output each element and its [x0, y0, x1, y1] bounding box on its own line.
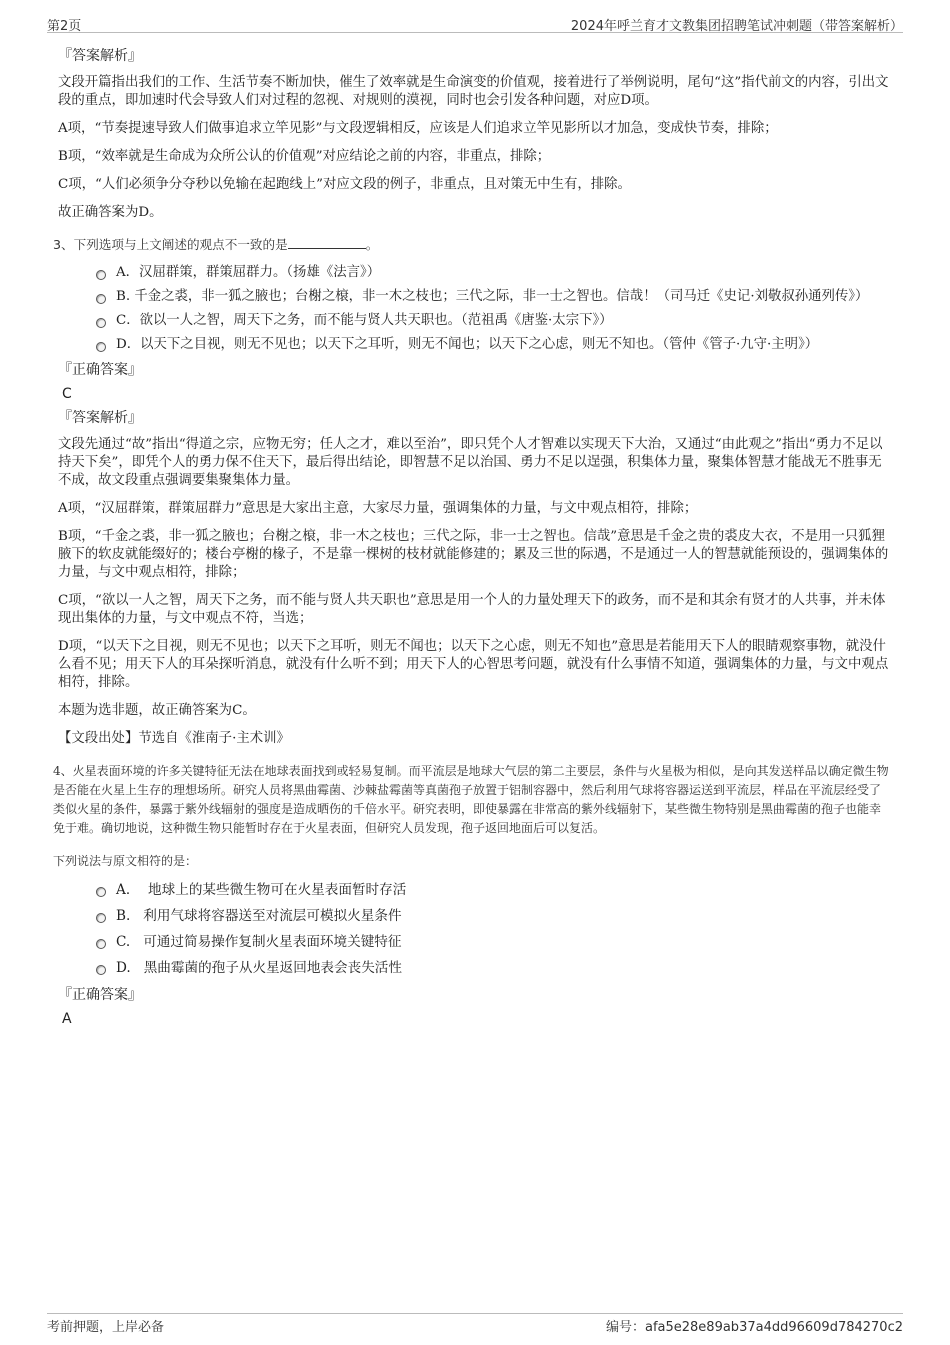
- footer-slogan: 考前押题，上岸必备: [47, 1320, 165, 1335]
- analysis-paragraph: A项，“节奏提速导致人们做事追求立竿见影”与文段逻辑相反，应该是人们追求立竿见影所以才加急，变成快节奏，排除；: [58, 121, 778, 136]
- options-list: [96, 881, 890, 977]
- option-c[interactable]: C. 可通过简易操作复制火星表面环境关键特征: [96, 933, 890, 951]
- correct-answer-value: A: [62, 1011, 72, 1027]
- radio-icon[interactable]: [96, 270, 106, 280]
- analysis-paragraph: B项，“千金之裘，非一狐之腋也；台榭之榱，非一木之枝也；三代之际，非一士之智也。信哉”意思是千金之贵的裘皮大衣，不是用一只狐狸腋下的软皮就能缀好的；楼台亭榭的椽子，不是靠一棵树的枝材就能修建的；累及三世的际遇，不是通过一人的智慧就能预设的，强调集体的力量，与文中观点相符，排除；: [58, 529, 889, 580]
- option-a[interactable]: A． 地球上的某些微生物可在火星表面暂时存活: [96, 881, 890, 899]
- question-passage: 4、火星表面环境的许多关键特征无法在地球表面找到或轻易复制。而平流层是地球大气层的第二主要层，条件与火星极为相似，是向其发送样品以确定微生物是否能在火星上生存的理想场所。研究人员将黑曲霉菌、沙棘盐霉菌等真菌孢子放置于铝制容器中，然后利用气球将容器运送到平流层，样品在平流层经受了类似火星的条件，暴露于紫外线辐射的强度是造成晒伤的千倍水平。研究表明，即使暴露在非常高的紫外线辐射下，某些微生物特别是黑曲霉菌的孢子也能幸免于难。确切地说，这种微生物只能暂时存在于火星表面，但研究人员发现，孢子返回地面后可以复活。 下列说法与原文相符的是：: [53, 762, 890, 871]
- analysis-conclusion: 故正确答案为D。: [58, 205, 163, 220]
- analysis-paragraph: A项，“汉屈群策，群策屈群力”意思是大家出主意，大家尽力量，强调集体的力量，与文中观点相符，排除；: [58, 501, 698, 516]
- question-3: [53, 236, 890, 748]
- radio-icon[interactable]: [96, 887, 106, 897]
- option-b[interactable]: B. 利用气球将容器送至对流层可模拟火星条件: [96, 907, 890, 925]
- analysis-paragraph: 文段先通过“故”指出“得道之宗，应物无穷；任人之才，难以至治”，即只凭个人才智难以实现天下大治，又通过“由此观之”指出“勇力不足以持天下矣”，即凭个人的勇力保不住天下，最后得出结论，即智慧不足以治国、勇力不足以逞强，积集体力量，聚集体智慧才能战无不胜事无不成，故文段重点强调要集聚集体力量。: [58, 437, 883, 488]
- option-a[interactable]: A．汉屈群策，群策屈群力。（扬雄《法言》）: [96, 264, 890, 282]
- radio-icon[interactable]: [96, 965, 106, 975]
- analysis-heading: 『答案解析』: [58, 48, 142, 64]
- option-d[interactable]: D. 黑曲霉菌的孢子从火星返回地表会丧失活性: [96, 959, 890, 977]
- radio-icon[interactable]: [96, 342, 106, 352]
- analysis-paragraph: 文段开篇指出我们的工作、生活节奏不断加快，催生了效率就是生命演变的价值观，接着进行了举例说明，尾句“这”指代前文的内容，引出文段的重点，即加速时代会导致人们对过程的忽视、对规则的漠视，同时也会引发各种问题，对应D项。: [58, 75, 889, 108]
- correct-answer-value: C: [62, 386, 72, 402]
- correct-answer-heading: 『正确答案』: [58, 987, 142, 1003]
- option-c[interactable]: C．欲以一人之智，周天下之务，而不能与贤人共天职也。（范祖禹《唐鉴·太宗下》）: [96, 312, 890, 330]
- page-content: [53, 46, 890, 1033]
- page-header: [47, 12, 903, 33]
- analysis-heading: 『答案解析』: [58, 410, 142, 426]
- text-source: 【文段出处】节选自《淮南子·主术训》: [58, 731, 290, 746]
- options-list: [96, 264, 890, 354]
- question-stem: 3、下列选项与上文阐述的观点不一致的是 。: [53, 237, 379, 252]
- analysis-paragraph: B项，“效率就是生命成为众所公认的价值观”对应结论之前的内容，非重点，排除；: [58, 149, 551, 164]
- analysis-conclusion: 本题为选非题，故正确答案为C。: [58, 703, 256, 718]
- correct-answer-heading: 『正确答案』: [58, 362, 142, 378]
- analysis-paragraph: C项，“人们必须争分夺秒以免输在起跑线上”对应文段的例子，非重点，且对策无中生有，排除。: [58, 177, 631, 192]
- document-title: 2024年呼兰育才文教集团招聘笔试冲刺题（带答案解析）: [570, 19, 903, 34]
- page-number: 第2页: [47, 19, 82, 34]
- question-4: [53, 762, 890, 1029]
- radio-icon[interactable]: [96, 318, 106, 328]
- analysis-paragraph: C项，“欲以一人之智，周天下之务，而不能与贤人共天职也”意思是用一个人的力量处理天下的政务，而不是和其余有贤才的人共事，并未体现出集体的力量，与文中观点不符，当选；: [58, 593, 886, 626]
- q2-analysis-section: [58, 46, 890, 222]
- option-d[interactable]: D．以天下之目视，则无不见也；以天下之耳听，则无不闻也；以天下之心虑，则无不知也。（管仲《管子·九守·主明》）: [96, 336, 890, 354]
- radio-icon[interactable]: [96, 294, 106, 304]
- analysis-paragraph: D项，“以天下之目视，则无不见也；以天下之耳听，则无不闻也；以天下之心虑，则无不知也”意思是若能用天下人的眼睛观察事物，就没什么看不见；用天下人的耳朵探听消息，就没有什么听不到；用天下人的心智思考问题，就没有什么事情不知道，强调集体的力量，与文中观点相符，排除。: [58, 639, 889, 690]
- radio-icon[interactable]: [96, 939, 106, 949]
- answer-blank: [288, 236, 366, 249]
- document-code: 编号：afa5e28e89ab37a4dd96609d784270c2: [605, 1320, 903, 1335]
- option-b[interactable]: B. 千金之裘，非一狐之腋也；台榭之榱，非一木之枝也；三代之际，非一士之智也。信哉！（司马迁《史记·刘敬叔孙通列传》）: [96, 288, 890, 306]
- question-prompt: 下列说法与原文相符的是：: [53, 854, 198, 868]
- radio-icon[interactable]: [96, 913, 106, 923]
- page-footer: [47, 1313, 903, 1334]
